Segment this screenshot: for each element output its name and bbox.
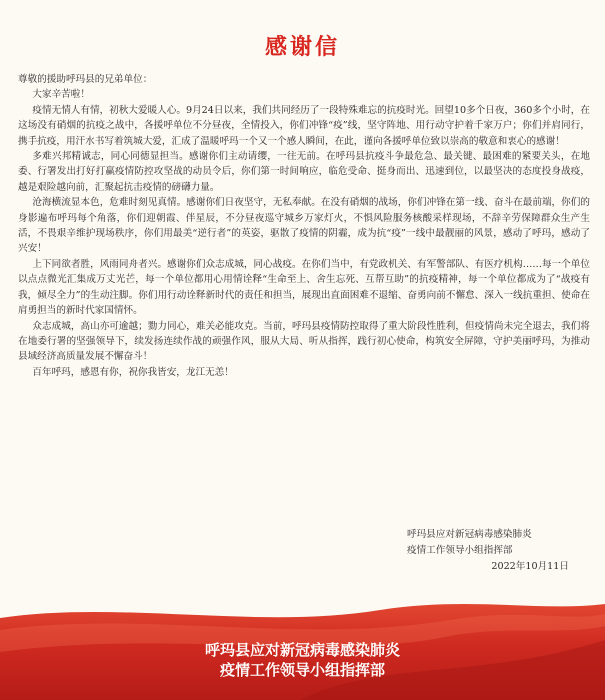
paragraph-5: 众志成城，高山亦可逾越；勠力同心，难关必能攻克。当前，呼玛县疫情防控取得了重大阶段性胜利，但疫情尚未完全退去，我们将在地委行署的坚强领导下，续发扬连续作战的顽强作风，服从大局、听从指挥，践行初心使命，构筑安全屏障，守护美丽呼玛，为推动县域经济高质量发展不懈奋斗！	[18, 320, 590, 363]
paragraph-4: 上下同欲者胜，风雨同舟者兴。感谢你们众志成城，同心战疫。在你们当中，有党政机关、有军警部队、有医疗机构……每一个单位以点点微光汇集成万丈光芒，每一个单位都用心用情诠释“生命至上、舍生忘死、互帮互助”的抗疫精神，每一个单位都成为了“战疫有我，倾尽全力”的生动注脚。你们用行动诠释新时代的责任和担当，展现出直面困难不退缩、奋勇向前不懈怠、深入一线抗重担、使命在肩勇担当的新时代家国情怀。	[18, 258, 590, 317]
paragraph-closing: 百年呼玛，感恩有你，祝你我皆安，龙江无恙！	[32, 366, 234, 378]
paragraph-1: 疫情无情人有情，初秋大爱暖人心。9月24日以来，我们共同经历了一段特殊难忘的抗疫时光。回望10多个日夜，360多个小时，在这场没有硝烟的抗疫之战中，各援呼单位不分昼夜，全情投入，你们冲锋“疫”线，坚守阵地、用行动守护着千家万户；你们并肩同行，携手抗疫，用汗水书写着筑城大爱，汇成了温暖呼玛一个又一个感人瞬间，在此，谨向各援呼单位致以崇高的敬意和衷心的感谢！	[18, 104, 590, 147]
signature-org-line2: 疫情工作领导小组指挥部	[407, 545, 513, 556]
banner-caption	[0, 640, 605, 680]
letter-title: 感谢信	[264, 35, 340, 60]
signature-date: 2022年10月11日	[491, 561, 569, 572]
paragraph-3: 沧海横流显本色，危难时刻见真情。感谢你们日夜坚守，无私奉献。在没有硝烟的战场，你们冲锋在第一线、奋斗在最前端，你们的身影遍布呼玛每个角落，你们迎朝霞、伴星辰，不分昼夜巡守城乡万家灯火，不惧风险服务核酸采样现场，不辞辛劳保障群众生产生活，不畏艰辛维护现场秩序，你们用最美“逆行者”的英姿，驱散了疫情的阴霾，成为抗“疫”一线中最靓丽的风景，感动了呼玛，感动了兴安！	[18, 197, 590, 255]
paragraph-2: 多难兴邦精诚志，同心同德显担当。感谢你们主动请缨，一往无前。在呼玛县抗疫斗争最危急、最关键、最困难的紧要关头，在地委、行署发出打好打赢疫情防控攻坚战的动员令后，你们第一时间响应，临危受命、挺身而出、迅速到位，以最坚决的态度投身战疫，越是艰险越向前，汇聚起抗击疫情的磅礴力量。	[18, 151, 590, 193]
signature-block	[407, 527, 577, 575]
signature-org-line1: 呼玛县应对新冠病毒感染肺炎	[407, 529, 532, 540]
letter-body	[18, 72, 590, 380]
banner-line2: 疫情工作领导小组指挥部	[219, 661, 385, 679]
footer-banner	[0, 600, 605, 700]
banner-line1: 呼玛县应对新冠病毒感染肺炎	[204, 641, 400, 659]
greeting: 大家辛苦啦！	[32, 89, 90, 101]
salutation: 尊敬的援助呼玛县的兄弟单位：	[18, 74, 153, 85]
